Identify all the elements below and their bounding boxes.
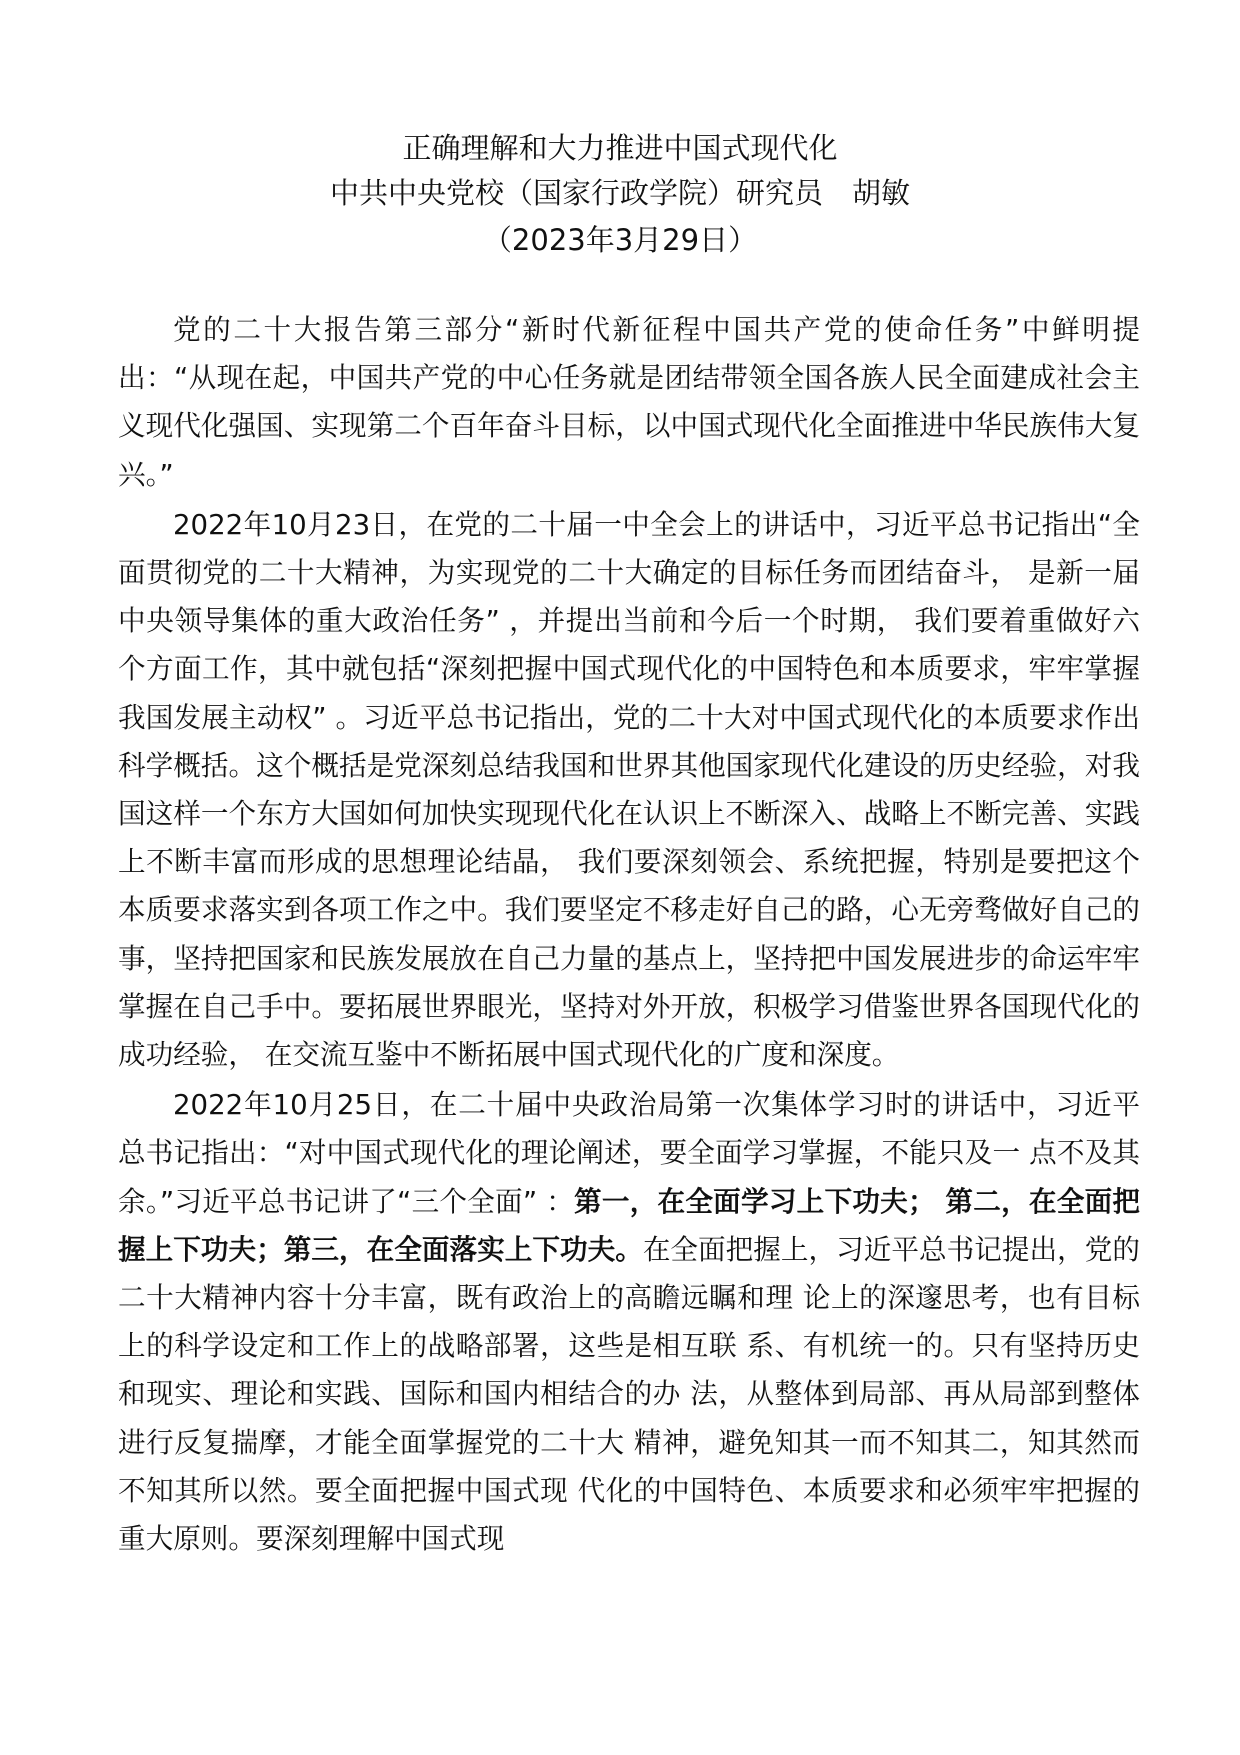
paragraph-3-bold-text: 第一，在全面学习上下功夫； 第二，在全面把握上下功夫；第三，在全面落实上下功夫。 <box>118 1184 1141 1266</box>
author-line: 中共中央党校（国家行政学院）研究员 胡敏 <box>329 176 910 210</box>
paragraph-3-text-before: 2022年10月25日，在二十届中央政治局第一次集体学习时的讲话中，习近平总书记指出：“对中国式现代化的理论阐述，要全面学习掌握，不能只及一 点不及其余。”习近平总书记讲了“三个全面” ： <box>118 1088 1140 1218</box>
paragraph-1: 党的二十大报告第三部分“新时代新征程中国共产党的使命任务”中鲜明提出：“从现在起，中国共产党的中心任务就是团结带领全国各族人民全面建成社会主义现代化强国、实现第二个百年奋斗目标，以中国式现代化全面推进中华民族伟大复兴。” <box>118 313 1140 491</box>
document-header <box>0 126 1240 263</box>
paragraph-3 <box>118 1081 1140 1563</box>
date-line: （2023年3月29日） <box>482 223 758 257</box>
document-body <box>118 306 1140 1565</box>
paragraph-3-text-after: 在全面把握上，习近平总书记提出，党的二十大精神内容十分丰富，既有政治上的高瞻远瞩和理 论上的深邃思考，也有目标上的科学设定和工作上的战略部署，这些是相互联 系、有机统一的。只有坚持历史和现实、理论和实践、国际和国内相结合的办 法，从整体到局部、再从局部到整体进行反复揣摩，才能全面掌握党的二十大 精神，避免知其一而不知其二，知其然而不知其所以然。要全面把握中国式现 代化的中国特色、本质要求和必须牢牢把握的重大原则。要深刻理解中国式现 <box>118 1232 1140 1556</box>
document-title: 正确理解和大力推进中国式现代化 <box>402 131 838 165</box>
paragraph-2: 2022年10月23日，在党的二十届一中全会上的讲话中，习近平总书记指出“全面贯彻党的二十大精神，为实现党的二十大确定的目标任务而团结奋斗， 是新一届中央领导集体的重大政治任务” ，并提出当前和今后一个时期， 我们要着重做好六个方面工作，其中就包括“深刻把握中国式现代化的中国特色和本质要求，牢牢掌握我国发展主动权” 。习近平总书记指出，党的二十大对中国式现代化的本质要求作出科学概括。这个概括是党深刻总结我国和世界其他国家现代化建设的历史经验，对我国这样一个东方大国如何加快实现现代化在认识上不断深入、战略上不断完善、实践上不断丰富而形成的思想理论结晶， 我们要深刻领会、系统把握，特别是要把这个本质要求落实到各项工作之中。我们要坚定不移走好自己的路，心无旁骛做好自己的事，坚持把国家和民族发展放在自己力量的基点上，坚持把中国发展进步的命运牢牢掌握在自己手中。要拓展世界眼光，坚持对外开放，积极学习借鉴世界各国现代化的成功经验， 在交流互鉴中不断拓展中国式现代化的广度和深度。 <box>118 507 1140 1072</box>
